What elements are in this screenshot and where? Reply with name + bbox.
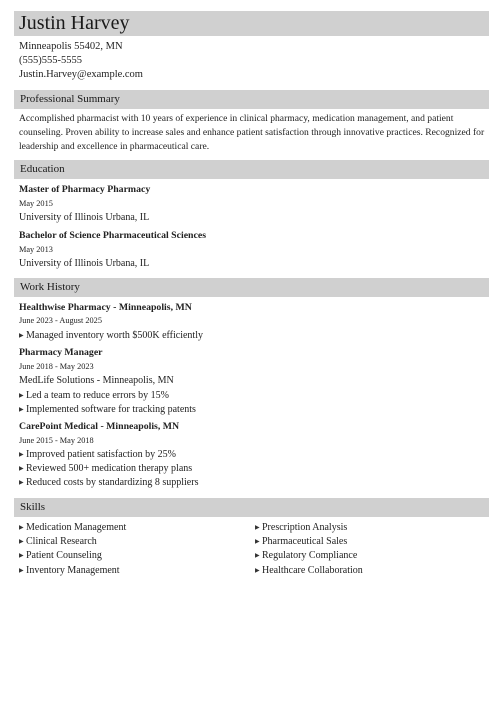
skill-item <box>255 564 363 577</box>
skill-item <box>19 521 126 534</box>
name-header-bar <box>14 11 489 36</box>
education-section-title: Education <box>20 163 65 175</box>
job-bullet <box>19 329 203 342</box>
triangle-bullet-icon: ▶ <box>255 539 260 545</box>
triangle-bullet-icon: ▶ <box>19 333 24 339</box>
triangle-bullet-icon: ▶ <box>19 452 24 458</box>
job-bullet-text: Reviewed 500+ medication therapy plans <box>26 463 193 474</box>
skills-section-title: Skills <box>20 501 46 513</box>
job-bullet-text: Managed inventory worth $500K efficiently <box>26 330 203 341</box>
job-dates: June 2018 - May 2023 <box>19 362 94 371</box>
job-dates: June 2023 - August 2025 <box>19 316 102 325</box>
job-bullet <box>19 462 192 475</box>
contact-email: Justin.Harvey@example.com <box>19 69 143 80</box>
work-section-title: Work History <box>20 281 80 293</box>
job-bullet <box>19 403 196 416</box>
summary-section-title: Professional Summary <box>20 93 120 105</box>
education-date: May 2013 <box>19 245 53 254</box>
contact-phone: (555)555-5555 <box>19 55 82 66</box>
job-bullet-text: Improved patient satisfaction by 25% <box>26 449 176 460</box>
job-heading: Healthwise Pharmacy - Minneapolis, MN <box>19 302 192 313</box>
job-dates: June 2015 - May 2018 <box>19 436 94 445</box>
candidate-name: Justin Harvey <box>19 12 130 34</box>
job-bullet <box>19 476 198 489</box>
skills-section-bar <box>14 498 489 517</box>
education-section-bar <box>14 160 489 179</box>
skill-text: Pharmaceutical Sales <box>262 536 348 547</box>
skill-text: Inventory Management <box>26 565 120 576</box>
skill-text: Clinical Research <box>26 536 97 547</box>
job-bullet <box>19 389 169 402</box>
job-heading: Pharmacy Manager <box>19 347 103 358</box>
education-degree: Master of Pharmacy Pharmacy <box>19 184 151 195</box>
skill-text: Prescription Analysis <box>262 522 348 533</box>
skill-item <box>255 549 357 562</box>
triangle-bullet-icon: ▶ <box>255 553 260 559</box>
education-date: May 2015 <box>19 199 53 208</box>
triangle-bullet-icon: ▶ <box>19 393 24 399</box>
skill-item <box>19 564 120 577</box>
education-degree: Bachelor of Science Pharmaceutical Sciences <box>19 230 207 241</box>
education-school: University of Illinois Urbana, IL <box>19 258 150 269</box>
triangle-bullet-icon: ▶ <box>255 525 260 531</box>
job-company: MedLife Solutions - Minneapolis, MN <box>19 375 174 386</box>
contact-location: Minneapolis 55402, MN <box>19 41 123 52</box>
work-section-bar <box>14 278 489 297</box>
skill-text: Regulatory Compliance <box>262 550 358 561</box>
skill-item <box>255 521 347 534</box>
triangle-bullet-icon: ▶ <box>19 539 24 545</box>
triangle-bullet-icon: ▶ <box>19 480 24 486</box>
skill-text: Medication Management <box>26 522 127 533</box>
skill-item <box>19 549 102 562</box>
education-school: University of Illinois Urbana, IL <box>19 212 150 223</box>
skill-item <box>19 535 97 548</box>
skill-item <box>255 535 347 548</box>
job-bullet <box>19 448 176 461</box>
skill-text: Healthcare Collaboration <box>262 565 363 576</box>
job-bullet-text: Led a team to reduce errors by 15% <box>26 390 169 401</box>
triangle-bullet-icon: ▶ <box>19 568 24 574</box>
triangle-bullet-icon: ▶ <box>255 568 260 574</box>
job-bullet-text: Implemented software for tracking patents <box>26 404 196 415</box>
summary-section-bar <box>14 90 489 109</box>
triangle-bullet-icon: ▶ <box>19 407 24 413</box>
triangle-bullet-icon: ▶ <box>19 553 24 559</box>
job-heading: CarePoint Medical - Minneapolis, MN <box>19 421 180 432</box>
skill-text: Patient Counseling <box>26 550 102 561</box>
triangle-bullet-icon: ▶ <box>19 525 24 531</box>
job-bullet-text: Reduced costs by standardizing 8 suppliers <box>26 477 199 488</box>
triangle-bullet-icon: ▶ <box>19 466 24 472</box>
summary-text: Accomplished pharmacist with 10 years of experience in clinical pharmacy, medication management, and patient counseling. Proven ability to increase sales and enhance patient satisfaction through innovative practices. Recognized for leadership and excellence in pharmaceutical care. <box>19 113 485 152</box>
